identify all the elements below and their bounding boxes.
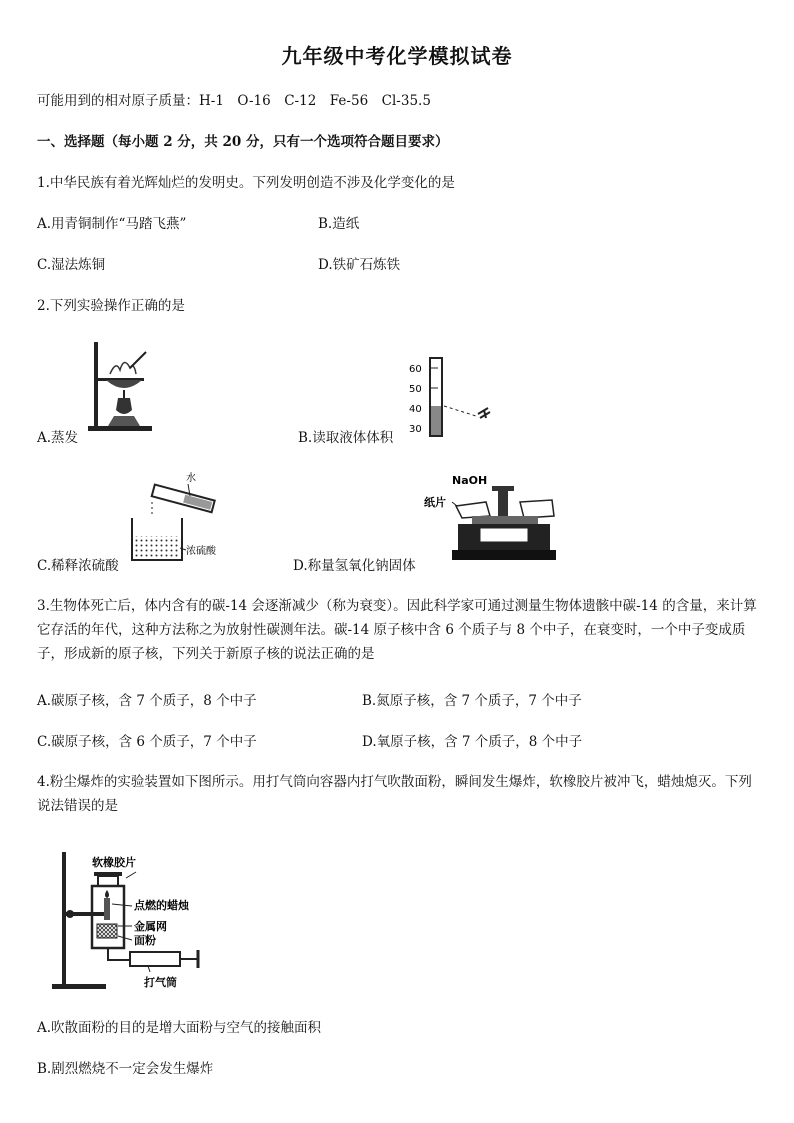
q2-option-a: A.蒸发 <box>37 430 79 446</box>
q2-option-d: D.称量氢氧化钠固体 <box>293 558 416 574</box>
tick-label: 50 <box>409 384 422 395</box>
fig-label-pump: 打气筒 <box>144 976 177 989</box>
q3-option-d: D.氧原子核，含 7 个质子，8 个中子 <box>362 734 583 750</box>
q4-stem: 4.粉尘爆炸的实验装置如下图所示。用打气筒向容器内打气吹散面粉，瞬间发生爆炸，软橡胶片被冲飞，蜡烛熄灭。下列说法错误的是 <box>37 774 752 814</box>
balance-figure <box>424 472 564 564</box>
q3-stem: 3.生物体死亡后，体内含有的碳-14 会逐渐减少（称为衰变）。因此科学家可通过测量生物体遗骸中碳-14 的含量，来计算它存活的年代，这种方法称之为放射性碳测年法。碳-14 原子核中含 6 个质子与 8 个中子，在衰变时，一个中子变成质子，形成新的原子核，下列关于新原子核的说法正确的是 <box>37 598 757 662</box>
acid-label: 浓硫酸 <box>186 546 216 557</box>
naoh-label: NaOH <box>452 474 488 487</box>
q3-option-a: A.碳原子核，含 7 个质子，8 个中子 <box>37 693 257 709</box>
q2-option-b: B.读取液体体积 <box>298 430 394 446</box>
graduated-cylinder-figure <box>408 356 500 440</box>
q1-option-a: A.用青铜制作“马踏飞燕” <box>37 216 187 232</box>
q3-option-b: B.氮原子核，含 7 个质子，7 个中子 <box>362 693 582 709</box>
tick-label: 30 <box>409 424 422 435</box>
q1-option-b: B.造纸 <box>318 216 360 232</box>
q1-stem: 1.中华民族有着光辉灿烂的发明史。下列发明创造不涉及化学变化的是 <box>37 175 455 191</box>
q2-option-c: C.稀释浓硫酸 <box>37 558 119 574</box>
q3-option-c: C.碳原子核，含 6 个质子，7 个中子 <box>37 734 257 750</box>
page-title: 九年级中考化学模拟试卷 <box>281 44 513 68</box>
q1-option-d: D.铁矿石炼铁 <box>318 257 401 273</box>
q4-option-b: B.剧烈燃烧不一定会发生爆炸 <box>37 1061 214 1077</box>
tick-label: 60 <box>409 364 422 375</box>
q1-option-c: C.湿法炼铜 <box>37 257 106 273</box>
dust-explosion-figure <box>48 846 228 996</box>
paper-label: 纸片 <box>424 496 446 509</box>
fig-label-candle: 点燃的蜡烛 <box>134 899 189 912</box>
fig-label-rubber: 软橡胶片 <box>92 856 136 869</box>
atomic-mass-note: 可能用到的相对原子质量：H-1 O-16 C-12 Fe-56 Cl-35.5 <box>37 93 431 109</box>
fig-label-mesh: 金属网 <box>134 920 167 933</box>
q2-stem: 2.下列实验操作正确的是 <box>37 298 185 314</box>
fig-label-flour: 面粉 <box>134 934 156 947</box>
water-label: 水 <box>186 473 196 484</box>
tick-label: 40 <box>409 404 422 415</box>
dilution-figure <box>124 468 234 564</box>
section-heading: 一、选择题（每小题 2 分，共 20 分，只有一个选项符合题目要求） <box>37 134 449 150</box>
q4-option-a: A.吹散面粉的目的是增大面粉与空气的接触面积 <box>37 1020 322 1036</box>
evaporation-figure <box>80 338 160 434</box>
